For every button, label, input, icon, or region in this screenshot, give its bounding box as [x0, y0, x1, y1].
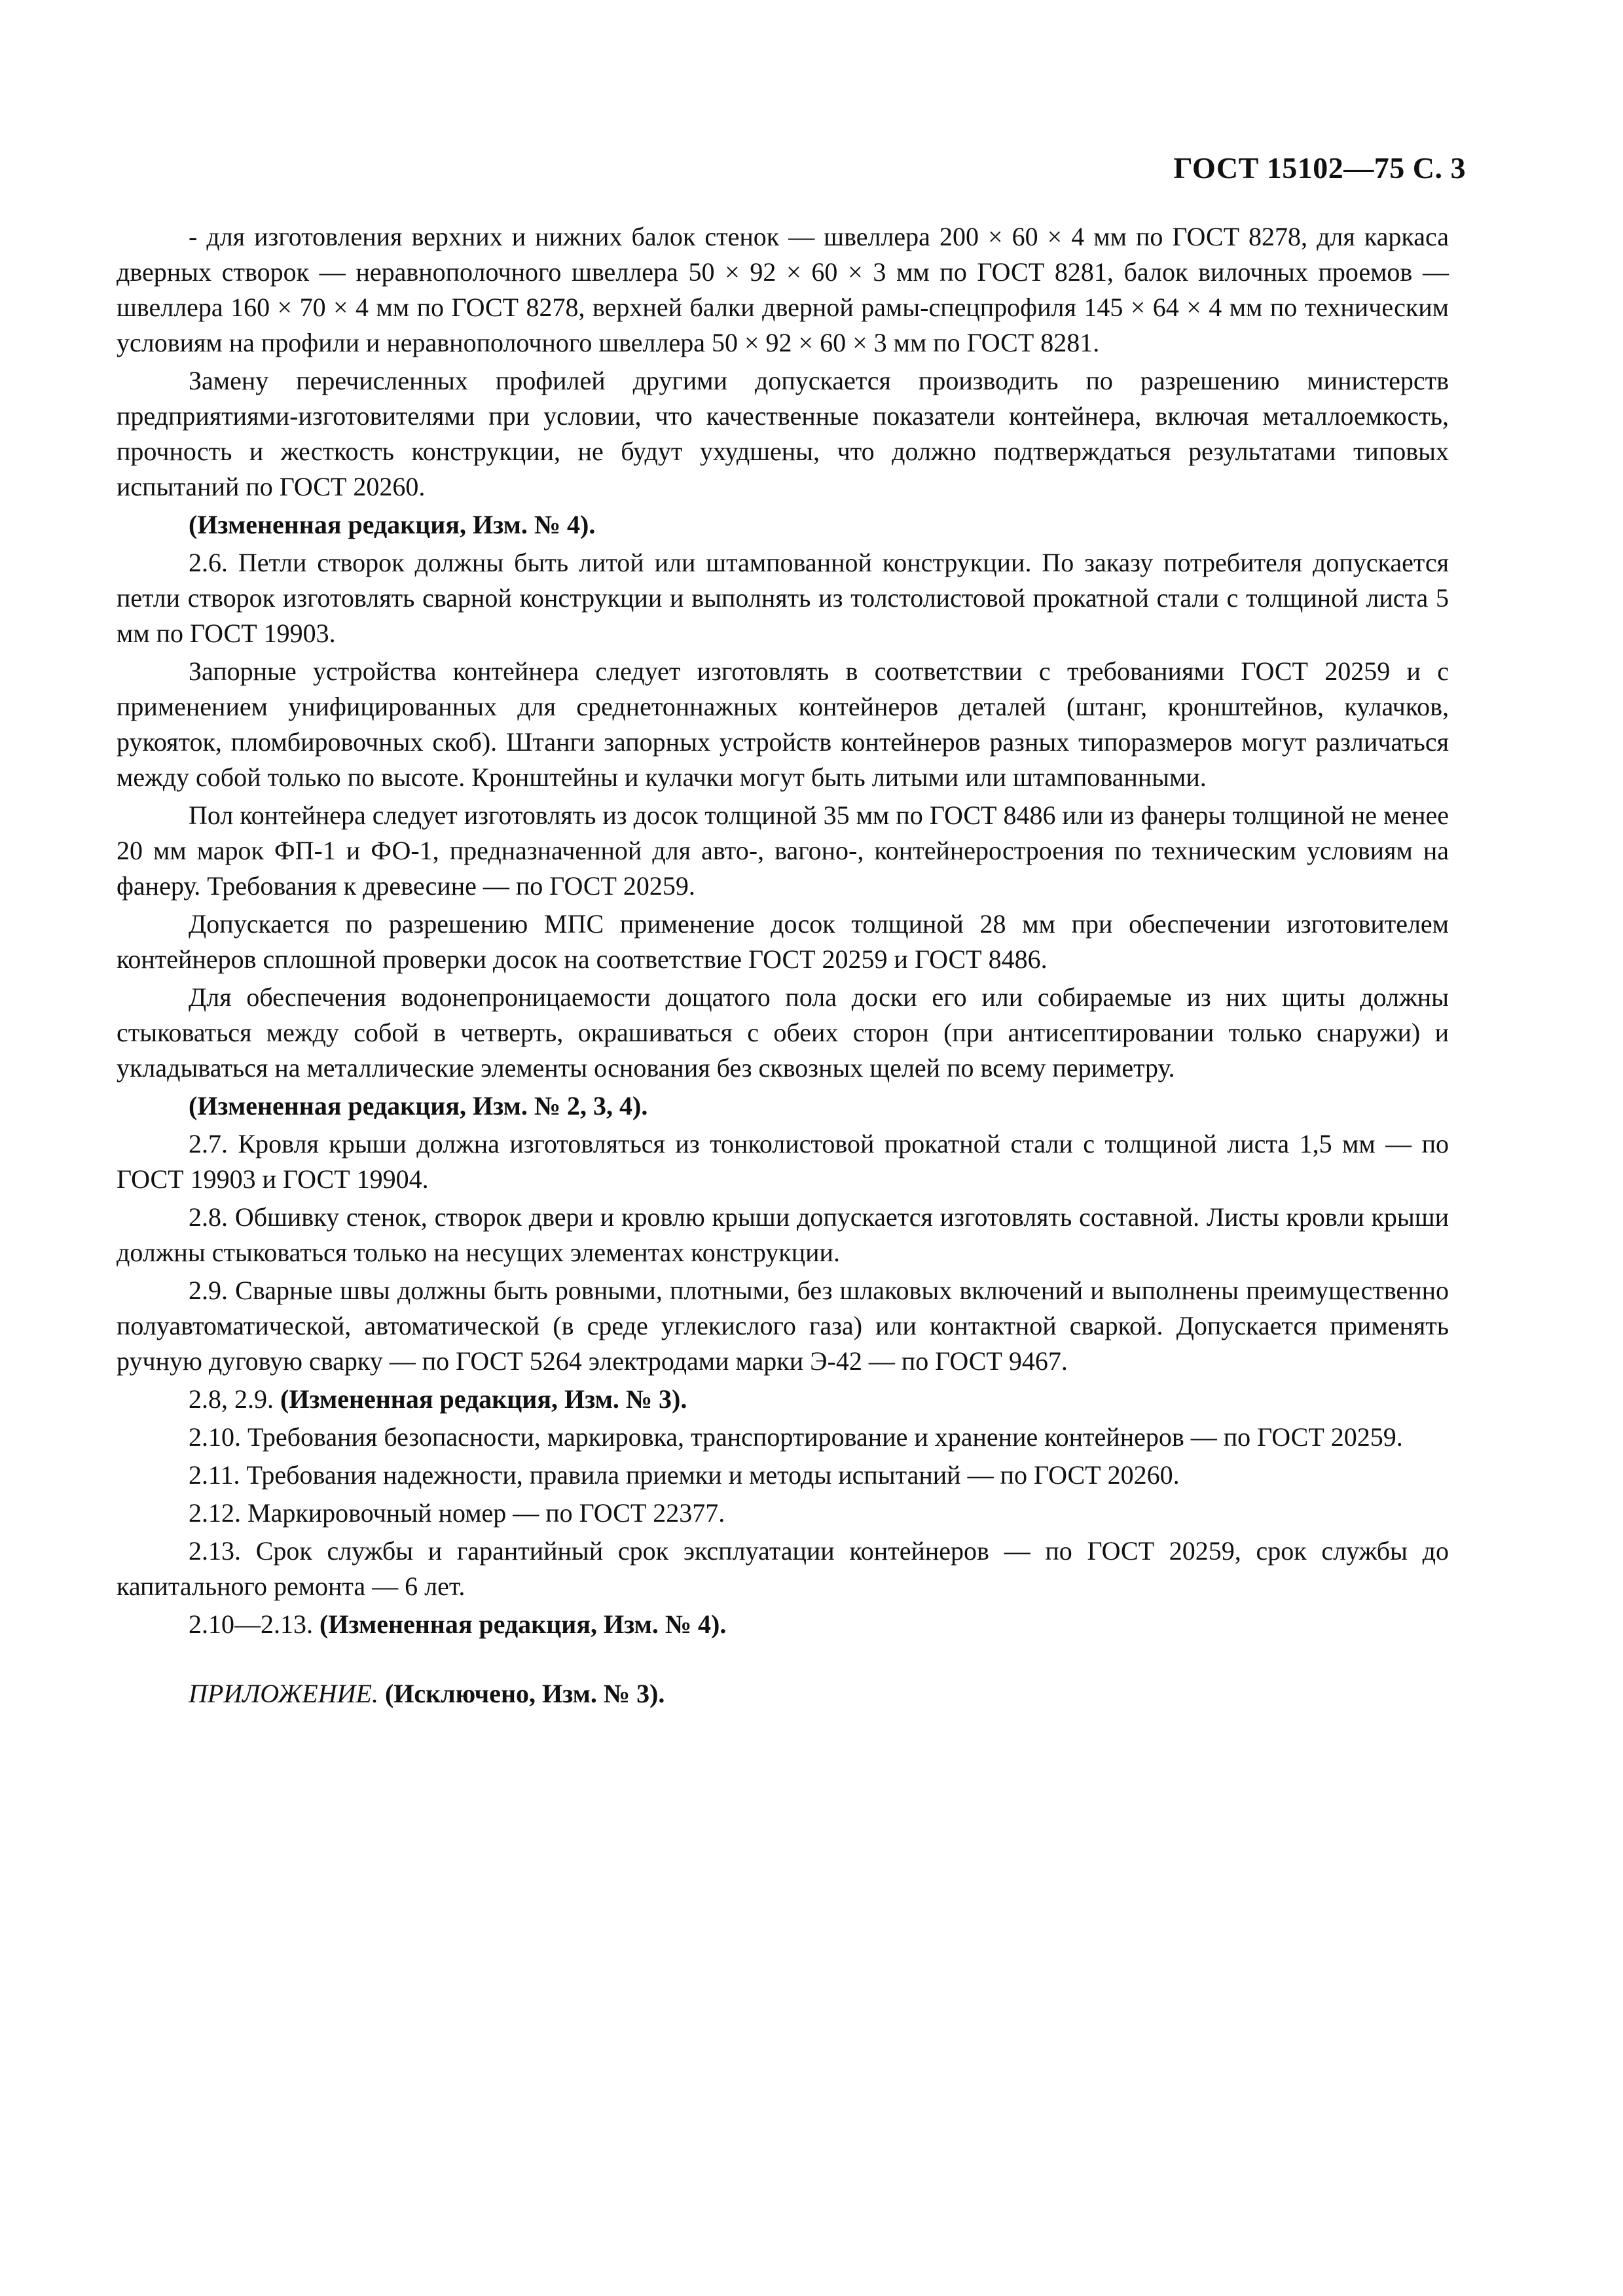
amendment-note-4-text: (Измененная редакция, Изм. № 4).: [319, 1609, 727, 1639]
appendix-label: ПРИЛОЖЕНИЕ.: [189, 1679, 378, 1708]
paragraph-profiles-list: - для изготовления верхних и нижних балок стенок — швеллера 200 × 60 × 4 мм по ГОСТ 8278, для каркаса дверных створок — неравнополочного швеллера 50 × 92 × 60 × 3 мм по ГОСТ 8281, балок вилочных проемов — швеллера 160 × 70 × 4 мм по ГОСТ 8278, верхней балки дверной рамы-спецпрофиля 145 × 64 × 4 мм по техническим условиям на профили и неравнополочного швеллера 50 × 92 × 60 × 3 мм по ГОСТ 8281.: [117, 222, 1449, 357]
appendix-note: [117, 1676, 1449, 1712]
paragraph-waterproofing: Для обеспечения водонепроницаемости дощатого пола доски его или собираемые из них щиты должны стыковаться между собой в четверть, окрашиваться с обеих сторон (при антисептировании только снаружи) и укладываться на металлические элементы основания без сквозных щелей по всему периметру.: [117, 982, 1449, 1083]
page-header: ГОСТ 15102—75 С. 3: [1173, 151, 1466, 185]
paragraph-2-13: 2.13. Срок службы и гарантийный срок эксплуатации контейнеров — по ГОСТ 20259, срок службы до капитального ремонта — 6 лет.: [117, 1536, 1449, 1601]
amendment-note-4-ref: 2.10—2.13.: [189, 1609, 319, 1639]
paragraph-mps-boards: Допускается по разрешению МПС применение досок толщиной 28 мм при обеспечении изготовителем контейнеров сплошной проверки досок на соответствие ГОСТ 20259 и ГОСТ 8486.: [117, 909, 1449, 974]
paragraph-2-11: 2.11. Требования надежности, правила приемки и методы испытаний — по ГОСТ 20260.: [189, 1460, 1180, 1490]
amendment-note-1: (Измененная редакция, Изм. № 4).: [189, 510, 596, 539]
appendix-status: (Исключено, Изм. № 3).: [378, 1679, 665, 1708]
paragraph-2-6: 2.6. Петли створок должны быть литой или штампованной конструкции. По заказу потребителя допускается петли створок изготовлять сварной конструкции и выполнять из толстолистовой прокатной стали с толщиной листа 5 мм по ГОСТ 19903.: [117, 548, 1449, 648]
amendment-note-4: [117, 1607, 1449, 1642]
paragraph-2-12: 2.12. Маркировочный номер — по ГОСТ 22377.: [189, 1498, 725, 1528]
paragraph-2-9: 2.9. Сварные швы должны быть ровными, плотными, без шлаковых включений и выполнены преимущественно полуавтоматической, автоматической (в среде углекислого газа) или контактной сваркой. Допускается применять ручную дуговую сварку — по ГОСТ 5264 электродами марки Э-42 — по ГОСТ 9467.: [117, 1276, 1449, 1376]
amendment-note-3-ref: 2.8, 2.9.: [189, 1384, 280, 1414]
amendment-note-2: (Измененная редакция, Изм. № 2, 3, 4).: [189, 1091, 648, 1121]
amendment-note-3: [117, 1382, 1449, 1417]
paragraph-2-10: 2.10. Требования безопасности, маркировка, транспортирование и хранение контейнеров — по ГОСТ 20259.: [189, 1422, 1403, 1452]
document-body: [117, 219, 1449, 1714]
paragraph-floor: Пол контейнера следует изготовлять из досок толщиной 35 мм по ГОСТ 8486 или из фанеры толщиной не менее 20 мм марок ФП-1 и ФО-1, предназначенной для авто-, вагоно-, контейнеростроения по техническим условиям на фанеру. Требования к древесине — по ГОСТ 20259.: [117, 800, 1449, 901]
paragraph-profile-replacement: Замену перечисленных профилей другими допускается производить по разрешению министерств предприятиями-изготовителями при условии, что качественные показатели контейнера, включая металлоемкость, прочность и жесткость конструкции, не будут ухудшены, что должно подтверждаться результатами типовых испытаний по ГОСТ 20260.: [117, 366, 1449, 501]
paragraph-2-8: 2.8. Обшивку стенок, створок двери и кровлю крыши допускается изготовлять составной. Листы кровли крыши должны стыковаться только на несущих элементах конструкции.: [117, 1202, 1449, 1267]
amendment-note-3-text: (Измененная редакция, Изм. № 3).: [280, 1384, 687, 1414]
paragraph-locking-devices: Запорные устройства контейнера следует изготовлять в соответствии с требованиями ГОСТ 20259 и с применением унифицированных для среднетоннажных контейнеров деталей (штанг, кронштейнов, кулачков, рукояток, пломбировочных скоб). Штанги запорных устройств контейнеров разных типоразмеров могут различаться между собой только по высоте. Кронштейны и кулачки могут быть литыми или штампованными.: [117, 656, 1449, 792]
paragraph-2-7: 2.7. Кровля крыши должна изготовляться из тонколистовой прокатной стали с толщиной листа 1,5 мм — по ГОСТ 19903 и ГОСТ 19904.: [117, 1129, 1449, 1194]
